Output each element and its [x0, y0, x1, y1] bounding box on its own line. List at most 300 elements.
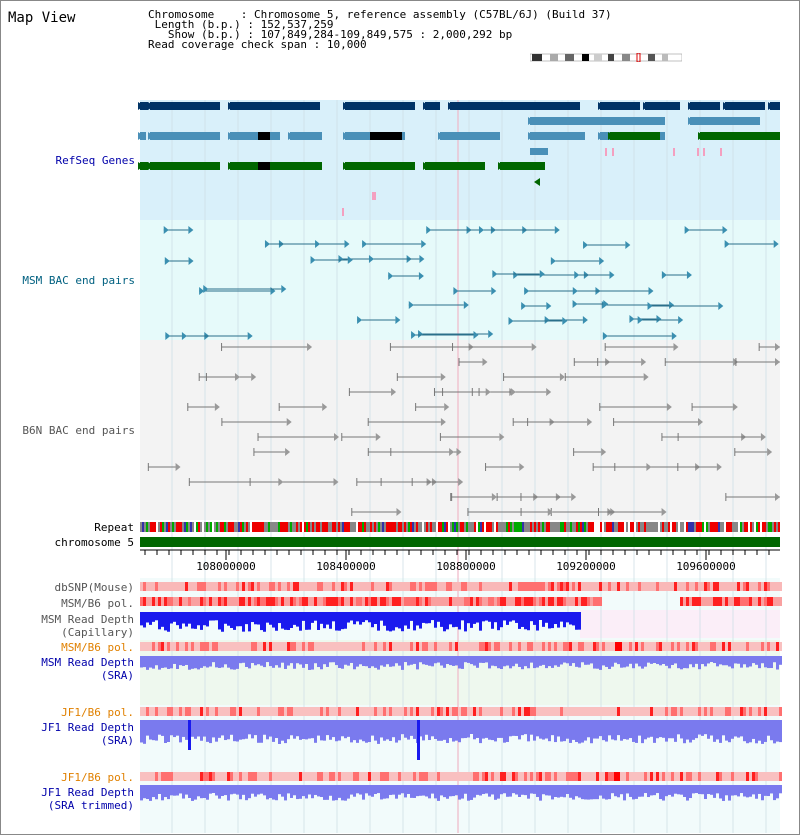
repeat-element [236, 522, 238, 532]
gene-feature [150, 132, 220, 140]
polymorphism-bin [494, 772, 497, 781]
repeat-element [212, 522, 214, 532]
read-depth-bin [566, 656, 569, 663]
polymorphism-bin [653, 707, 656, 716]
polymorphism-bin [302, 707, 305, 716]
polymorphism-bin [746, 597, 749, 606]
read-depth-bin [290, 612, 293, 628]
polymorphism-bin [590, 772, 593, 781]
polymorphism-bin [422, 597, 425, 606]
polymorphism-bin [221, 597, 224, 606]
read-depth-bin [188, 612, 191, 624]
polymorphism-bin [473, 597, 476, 606]
read-depth-bin [251, 656, 254, 663]
read-depth-bin [752, 720, 755, 739]
read-depth-bin [704, 656, 707, 666]
polymorphism-bin [770, 597, 773, 606]
read-depth-bin [692, 656, 695, 667]
repeat-element [272, 522, 274, 532]
read-depth-bin [194, 785, 197, 800]
polymorphism-bin [410, 642, 413, 651]
polymorphism-bin [380, 707, 383, 716]
show-label: Show (b.p.) [167, 28, 241, 41]
polymorphism-bin [266, 582, 269, 591]
read-depth-bin [245, 612, 248, 624]
polymorphism-bin [431, 597, 434, 606]
polymorphism-bin [458, 597, 461, 606]
read-depth-bin [161, 656, 164, 668]
polymorphism-bin [590, 597, 593, 606]
polymorphism-bin [305, 772, 308, 781]
read-depth-bin [512, 720, 515, 736]
read-depth-bin [551, 785, 554, 799]
repeat-element [646, 522, 648, 532]
polymorphism-bin [272, 772, 275, 781]
repeat-element [296, 522, 298, 532]
repeat-element [452, 522, 454, 532]
read-depth-bin [488, 656, 491, 668]
read-depth-bin [395, 656, 398, 663]
polymorphism-bin [251, 582, 254, 591]
repeat-element [766, 522, 768, 532]
read-depth-bin [467, 656, 470, 663]
read-depth-bin [239, 612, 242, 626]
read-depth-bin [266, 656, 269, 662]
polymorphism-bin [329, 597, 332, 606]
read-depth-bin [473, 612, 476, 624]
read-depth-bin [539, 785, 542, 801]
repeat-element [566, 522, 568, 532]
repeat-element [188, 522, 190, 532]
polymorphism-bin [389, 642, 392, 651]
repeat-element [596, 522, 598, 532]
polymorphism-bin [293, 707, 296, 716]
read-depth-bin [509, 612, 512, 622]
read-depth-bin [545, 720, 548, 739]
polymorphism-bin [185, 642, 188, 651]
read-depth-bin [584, 720, 587, 741]
polymorphism-bin [746, 707, 749, 716]
polymorphism-bin [569, 707, 572, 716]
read-depth-bin [458, 656, 461, 668]
read-depth-bin [452, 656, 455, 666]
polymorphism-bin [173, 642, 176, 651]
polymorphism-bin [308, 582, 311, 591]
polymorphism-bin [242, 597, 245, 606]
read-depth-bin [317, 785, 320, 796]
repeat-element [690, 522, 692, 532]
polymorphism-bin [260, 597, 263, 606]
polymorphism-bin [500, 582, 503, 591]
polymorphism-bin [314, 642, 317, 651]
polymorphism-bin [398, 772, 401, 781]
polymorphism-bin [629, 707, 632, 716]
read-depth-bin [152, 656, 155, 669]
polymorphism-bin [482, 707, 485, 716]
polymorphism-bin [482, 582, 485, 591]
read-depth-bin [521, 656, 524, 669]
read-depth-bin [470, 612, 473, 628]
read-depth-bin [695, 785, 698, 793]
repeat-element [180, 522, 182, 532]
polymorphism-bin [671, 707, 674, 716]
polymorphism-bin [473, 642, 476, 651]
read-depth-bin [716, 785, 719, 793]
read-depth-bin [359, 656, 362, 664]
polymorphism-bin [185, 772, 188, 781]
polymorphism-bin [233, 582, 236, 591]
gene-exon-dense [258, 162, 270, 170]
read-depth-bin [278, 612, 281, 623]
polymorphism-bin [434, 642, 437, 651]
read-depth-bin [293, 612, 296, 625]
polymorphism-bin [710, 597, 713, 606]
polymorphism-bin [470, 597, 473, 606]
read-depth-bin [281, 612, 284, 629]
read-depth-bin [425, 656, 428, 665]
polymorphism-bin [476, 642, 479, 651]
polymorphism-bin [575, 707, 578, 716]
read-depth-bin [176, 785, 179, 796]
polymorphism-bin [371, 597, 374, 606]
repeat-element [640, 522, 642, 532]
polymorphism-bin [728, 642, 731, 651]
repeat-element [474, 522, 476, 532]
polymorphism-bin [365, 582, 368, 591]
polymorphism-bin [452, 707, 455, 716]
polymorphism-bin [170, 707, 173, 716]
polymorphism-bin [176, 772, 179, 781]
repeat-element [752, 522, 754, 532]
polymorphism-bin [437, 582, 440, 591]
read-depth-bin [353, 656, 356, 669]
polymorphism-bin [212, 707, 215, 716]
read-depth-bin [413, 656, 416, 664]
repeat-element [328, 522, 330, 532]
polymorphism-bin [659, 772, 662, 781]
read-depth-bin [476, 720, 479, 738]
read-depth-bin [314, 785, 317, 795]
pseudo-gene [703, 148, 705, 156]
polymorphism-bin [620, 707, 623, 716]
position-axis [140, 550, 780, 573]
polymorphism-bin [224, 642, 227, 651]
read-depth-bin [749, 785, 752, 797]
polymorphism-bin [683, 772, 686, 781]
polymorphism-bin [593, 597, 596, 606]
polymorphism-bin [194, 707, 197, 716]
polymorphism-bin [368, 772, 371, 781]
polymorphism-bin [575, 642, 578, 651]
read-depth-bin [695, 656, 698, 664]
read-depth-bin [665, 785, 668, 796]
polymorphism-bin [716, 582, 719, 591]
read-depth-bin [449, 656, 452, 665]
read-depth-bin [734, 656, 737, 663]
polymorphism-bin [566, 707, 569, 716]
polymorphism-bin [638, 642, 641, 651]
repeat-element [198, 522, 200, 532]
read-depth-bin [437, 720, 440, 741]
read-depth-bin [671, 785, 674, 797]
polymorphism-bin [764, 772, 767, 781]
polymorphism-bin [779, 642, 782, 651]
read-depth-bin [515, 656, 518, 664]
polymorphism-bin [476, 772, 479, 781]
read-depth-bin [230, 612, 233, 628]
read-depth-bin [464, 720, 467, 738]
read-depth-bin [683, 656, 686, 668]
polymorphism-bin [698, 582, 701, 591]
read-depth-bin [221, 720, 224, 735]
read-depth-bin [371, 612, 374, 627]
repeat-element [676, 522, 678, 532]
polymorphism-bin [194, 582, 197, 591]
repeat-element [434, 522, 436, 532]
read-depth-bin [482, 720, 485, 739]
polymorphism-bin [431, 707, 434, 716]
read-depth-bin [644, 785, 647, 793]
pseudo-gene [372, 192, 376, 200]
repeat-element [702, 522, 704, 532]
repeat-element [744, 522, 746, 532]
read-depth-bin [284, 656, 287, 669]
polymorphism-bin [476, 597, 479, 606]
polymorphism-bin [557, 582, 560, 591]
read-depth-bin [608, 656, 611, 669]
repeat-element [264, 522, 266, 532]
polymorphism-bin [593, 707, 596, 716]
read-depth-bin [617, 785, 620, 797]
polymorphism-bin [194, 772, 197, 781]
polymorphism-bin [263, 597, 266, 606]
repeat-element [224, 522, 226, 532]
polymorphism-bin [458, 772, 461, 781]
polymorphism-bin [206, 597, 209, 606]
repeat-element [498, 522, 500, 532]
read-depth-bin [476, 656, 479, 668]
polymorphism-bin [311, 642, 314, 651]
read-depth-bin [179, 785, 182, 793]
polymorphism-bin [419, 707, 422, 716]
read-depth-bin [140, 720, 143, 742]
read-depth-bin [401, 720, 404, 734]
polymorphism-bin [701, 582, 704, 591]
polymorphism-bin [305, 597, 308, 606]
read-depth-bin [479, 612, 482, 631]
read-depth-bin [560, 656, 563, 664]
repeat-element [310, 522, 312, 532]
read-depth-bin [236, 720, 239, 742]
read-depth-bin [248, 656, 251, 668]
read-depth-bin [725, 785, 728, 795]
read-depth-bin [560, 612, 563, 622]
polymorphism-bin [626, 707, 629, 716]
polymorphism-bin [152, 597, 155, 606]
polymorphism-bin [359, 772, 362, 781]
polymorphism-bin [275, 597, 278, 606]
polymorphism-bin [503, 772, 506, 781]
polymorphism-bin [746, 772, 749, 781]
read-depth-bin [200, 785, 203, 798]
repeat-element [356, 522, 358, 532]
polymorphism-bin [719, 642, 722, 651]
polymorphism-bin [446, 582, 449, 591]
read-depth-bin [368, 720, 371, 742]
repeat-element [410, 522, 412, 532]
polymorphism-bin [209, 597, 212, 606]
read-depth-bin [293, 785, 296, 795]
polymorphism-bin [356, 642, 359, 651]
repeat-element [350, 522, 352, 532]
read-depth-bin [149, 656, 152, 668]
polymorphism-bin [539, 707, 542, 716]
polymorphism-bin [227, 642, 230, 651]
read-depth-bin [527, 656, 530, 668]
polymorphism-bin [143, 772, 146, 781]
read-depth-bin [347, 720, 350, 737]
polymorphism-bin [209, 772, 212, 781]
read-depth-bin [383, 720, 386, 741]
polymorphism-bin [146, 707, 149, 716]
repeat-element [290, 522, 292, 532]
read-depth-bin [545, 612, 548, 623]
polymorphism-bin [614, 707, 617, 716]
polymorphism-bin [455, 642, 458, 651]
polymorphism-bin [461, 772, 464, 781]
gene-feature [700, 132, 780, 140]
read-depth-bin [701, 720, 704, 736]
read-depth-bin [602, 785, 605, 799]
polymorphism-bin [563, 642, 566, 651]
read-depth-bin [596, 720, 599, 739]
polymorphism-bin [425, 707, 428, 716]
repeat-element [396, 522, 398, 532]
repeat-element [754, 522, 756, 532]
repeat-element [692, 522, 694, 532]
gene-feature [600, 102, 640, 110]
repeat-element [268, 522, 270, 532]
repeat-element [520, 522, 522, 532]
polymorphism-bin [431, 642, 434, 651]
polymorphism-bin [725, 707, 728, 716]
read-depth-bin [572, 720, 575, 740]
read-depth-bin [461, 612, 464, 620]
polymorphism-bin [173, 707, 176, 716]
read-depth-bin [698, 720, 701, 735]
polymorphism-bin [302, 582, 305, 591]
read-depth-bin [146, 612, 149, 622]
jf1-read-depth-sra-label: JF1 Read Depth (SRA) [41, 721, 134, 747]
polymorphism-bin [671, 772, 674, 781]
polymorphism-bin [290, 597, 293, 606]
polymorphism-bin [269, 582, 272, 591]
dbsnp-label: dbSNP(Mouse) [54, 581, 134, 594]
read-depth-bin [272, 612, 275, 628]
polymorphism-bin [590, 642, 593, 651]
read-depth-bin [701, 656, 704, 664]
read-depth-bin [308, 785, 311, 794]
repeat-element [140, 522, 142, 532]
polymorphism-bin [617, 582, 620, 591]
repeat-element [386, 522, 388, 532]
polymorphism-bin [596, 707, 599, 716]
polymorphism-bin [749, 772, 752, 781]
read-depth-bin [419, 656, 422, 662]
read-depth-bin [401, 612, 404, 631]
polymorphism-bin [620, 582, 623, 591]
repeat-element [316, 522, 318, 532]
repeat-element [174, 522, 176, 532]
read-depth-bin [386, 785, 389, 798]
read-depth-bin [374, 785, 377, 794]
polymorphism-bin [560, 772, 563, 781]
repeat-element [382, 522, 384, 532]
read-depth-bin [677, 656, 680, 668]
repeat-element [746, 522, 748, 532]
repeat-element [480, 522, 482, 532]
polymorphism-bin [593, 642, 596, 651]
read-depth-bin [467, 785, 470, 801]
repeat-element [422, 522, 424, 532]
repeat-element [666, 522, 668, 532]
polymorphism-bin [176, 597, 179, 606]
read-depth-bin [308, 656, 311, 670]
repeat-element [696, 522, 698, 532]
read-depth-bin [407, 785, 410, 794]
read-depth-bin [536, 720, 539, 736]
polymorphism-bin [713, 597, 716, 606]
polymorphism-bin [551, 582, 554, 591]
read-depth-bin [371, 785, 374, 797]
read-depth-bin [239, 656, 242, 663]
polymorphism-bin [704, 582, 707, 591]
read-depth-bin [251, 720, 254, 738]
read-depth-bin [458, 720, 461, 742]
polymorphism-bin [191, 582, 194, 591]
read-depth-bin [341, 612, 344, 629]
read-depth-bin [578, 720, 581, 743]
polymorphism-bin [260, 642, 263, 651]
polymorphism-bin [704, 597, 707, 606]
read-depth-bin [497, 785, 500, 799]
read-depth-bin [269, 720, 272, 737]
polymorphism-bin [758, 582, 761, 591]
read-depth-bin [401, 656, 404, 670]
read-depth-bin [485, 785, 488, 793]
read-depth-bin [527, 612, 530, 630]
read-depth-bin [266, 612, 269, 623]
polymorphism-bin [323, 597, 326, 606]
polymorphism-bin [431, 582, 434, 591]
repeat-element [456, 522, 458, 532]
read-depth-bin [761, 656, 764, 663]
read-depth-bin [758, 656, 761, 668]
polymorphism-bin [554, 772, 557, 781]
read-depth-bin [428, 785, 431, 798]
read-depth-bin [392, 720, 395, 737]
polymorphism-bin [317, 707, 320, 716]
polymorphism-bin [314, 707, 317, 716]
polymorphism-bin [551, 642, 554, 651]
polymorphism-bin [155, 582, 158, 591]
polymorphism-bin [233, 597, 236, 606]
polymorphism-bin [176, 582, 179, 591]
polymorphism-bin [332, 772, 335, 781]
polymorphism-bin [398, 582, 401, 591]
polymorphism-bin [305, 707, 308, 716]
polymorphism-bin [563, 772, 566, 781]
